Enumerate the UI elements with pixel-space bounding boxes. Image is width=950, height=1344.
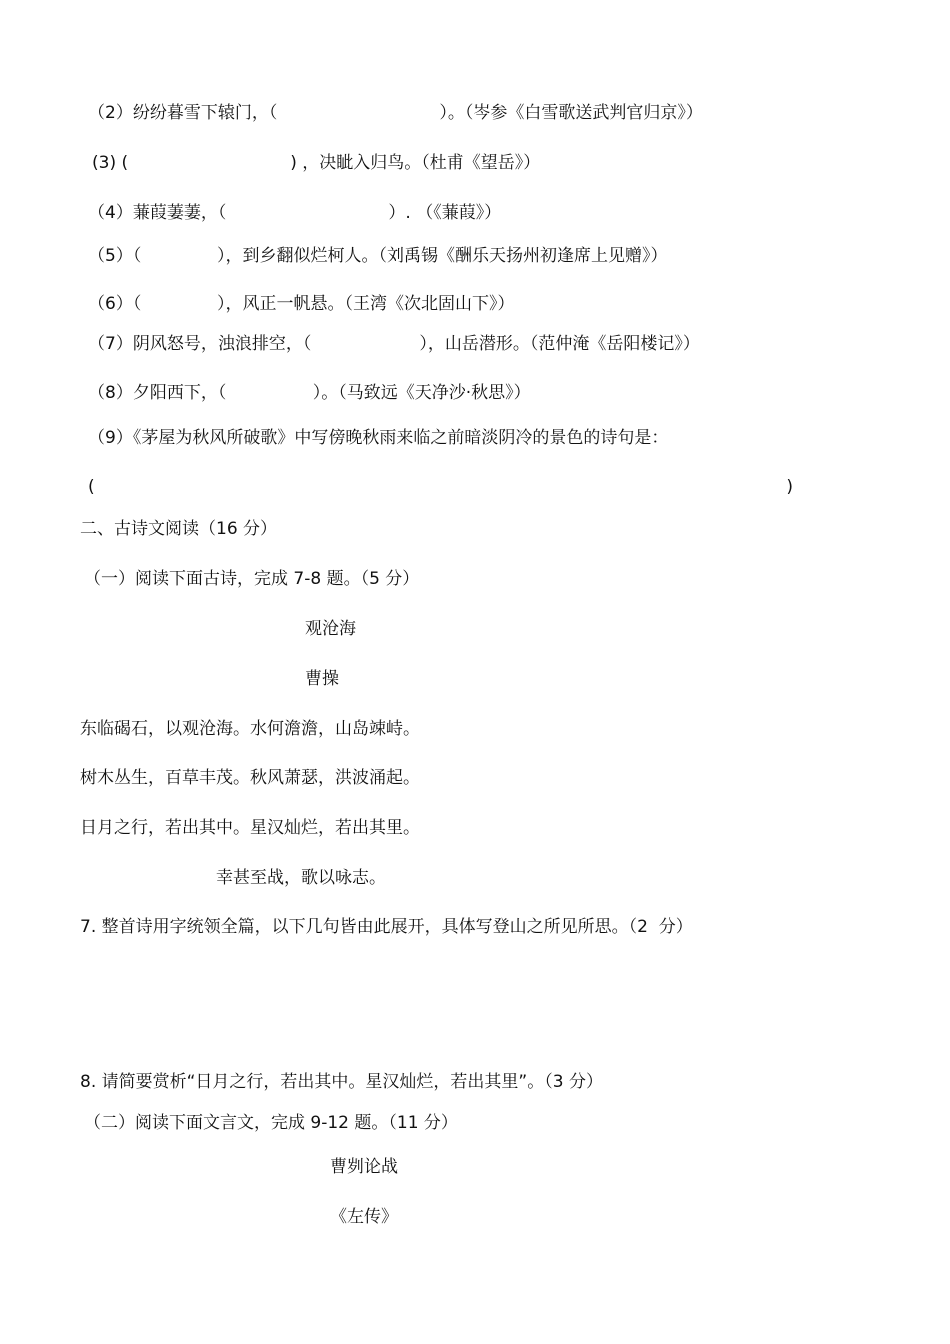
fill-blank-q7: （7）阴风怒号，浊浪排空，（ ），山岳潜形。（范仲淹《岳阳楼记》） [88, 334, 700, 354]
section-heading-2: 二、古诗文阅读（16 分） [80, 519, 278, 539]
poem-author: 曹操 [305, 669, 339, 689]
fill-blank-q6: （6）（ ），风正一帆悬。（王湾《次北固山下》） [88, 294, 515, 314]
fill-blank-q2: （2）纷纷暮雪下辕门，（ ）。（岑参《白雪歌送武判官归京》） [88, 103, 703, 123]
question-7: 7. 整首诗用字统领全篇，以下几句皆由此展开，具体写登山之所见所思。（2 分） [80, 917, 693, 937]
question-8: 8. 请简要赏析“日月之行，若出其中。星汉灿烂，若出其里”。（3 分） [80, 1072, 603, 1092]
poem-line: 树木丛生，百草丰茂。秋风萧瑟，洪波涌起。 [80, 768, 420, 788]
subsection-heading-1: （一）阅读下面古诗，完成 7-8 题。（5 分） [84, 569, 420, 589]
poem-line: 日月之行，若出其中。星汉灿烂，若出其里。 [80, 818, 420, 838]
poem-line: 幸甚至战，歌以咏志。 [216, 868, 386, 888]
fill-blank-q4: （4）蒹葭萋萋，（ ）. （《蒹葭》） [88, 203, 502, 223]
fill-blank-q3: (3) ( ) ，决眦入归鸟。（杜甫《望岳》） [92, 153, 541, 173]
fill-blank-q5: （5）（ ），到乡翻似烂柯人。（刘禹锡《酬乐天扬州初逢席上见赠》） [88, 246, 668, 266]
poem-title: 观沧海 [305, 619, 356, 639]
fill-blank-q8: （8）夕阳西下，（ ）。（马致远《天净沙·秋思》） [88, 383, 531, 403]
fill-blank-q9-answer: ( ) [88, 477, 793, 497]
subsection-heading-2: （二）阅读下面文言文，完成 9-12 题。（11 分） [84, 1113, 458, 1133]
essay-source: 《左传》 [330, 1207, 398, 1227]
fill-blank-q9: （9）《茅屋为秋风所破歌》中写傍晚秋雨来临之前暗淡阴冷的景色的诗句是： [88, 428, 669, 448]
essay-title: 曹刿论战 [330, 1157, 398, 1177]
poem-line: 东临碣石，以观沧海。水何澹澹，山岛竦峙。 [80, 719, 420, 739]
